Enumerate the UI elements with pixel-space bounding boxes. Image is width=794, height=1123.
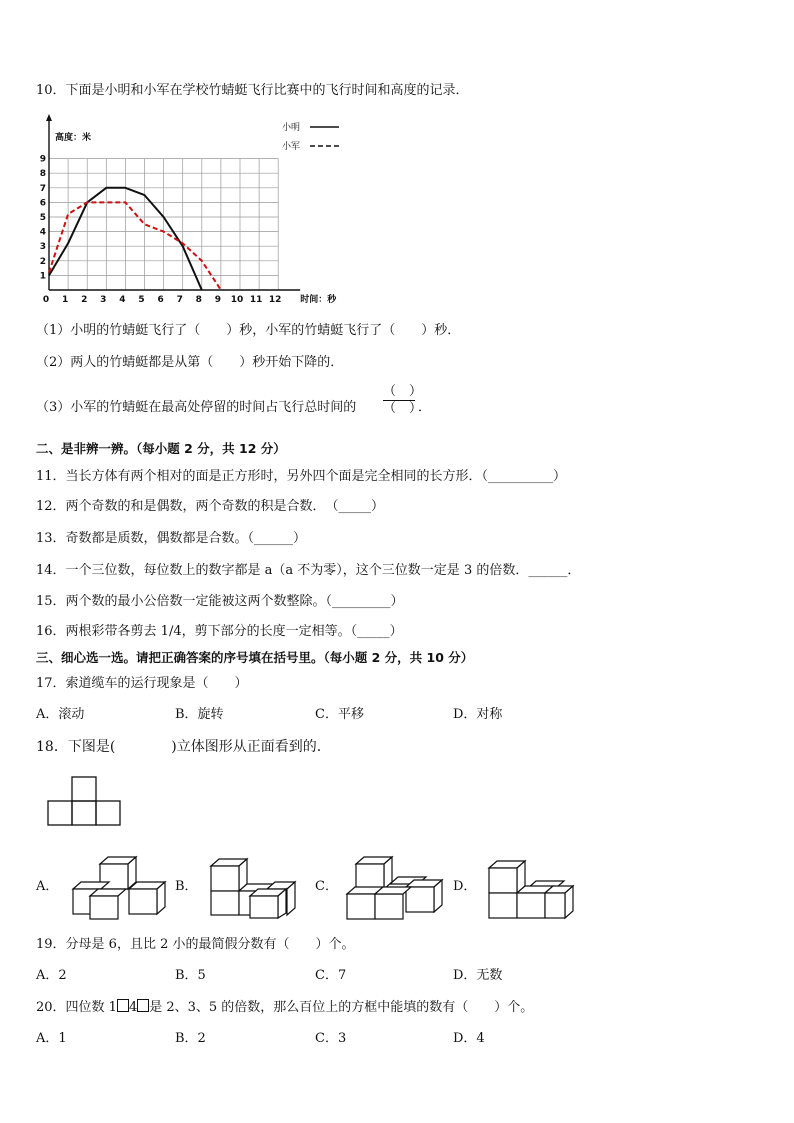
y-tick-label: 5: [39, 213, 46, 223]
q10-sub2: （2）两人的竹蜻蜓都是从第（ ）秒开始下降的．: [36, 355, 344, 370]
x-tick-label: 3: [100, 295, 107, 305]
fraction-denominator: （ ）: [383, 401, 423, 416]
q20-text: [36, 999, 533, 1017]
fraction-end: ．: [418, 400, 432, 415]
q18-option-a: A．: [36, 879, 59, 894]
x-tick-label: 5: [138, 295, 145, 305]
x-tick-label: 9: [214, 295, 222, 305]
x-tick-label: 6: [157, 295, 164, 305]
q20-text-digit: 4: [128, 1000, 138, 1015]
q18-option-b: B．: [175, 879, 198, 894]
q12: 12．两个奇数的和是偶数，两个奇数的积是合数． （_____）: [36, 499, 385, 514]
y-axis-arrow: [46, 114, 52, 121]
x-tick-label: 11: [249, 295, 263, 305]
section3-heading: 三、细心选一选。请把正确答案的序号填在括号里。（每小题 2 分，共 10 分）: [36, 650, 474, 665]
y-tick-label: 1: [39, 271, 46, 282]
y-tick-label: 6: [39, 198, 46, 209]
q20-option-c: C．3: [315, 1031, 347, 1046]
q20-text-end: 是 2、3、5 的倍数，那么百位上的方框中能填的数有（ ）个。: [149, 1000, 534, 1015]
y-tick-label: 4: [39, 227, 46, 238]
q20-option-b: B．2: [175, 1031, 206, 1046]
x-tick-label: 10: [230, 295, 244, 305]
x-tick-label: 7: [176, 295, 183, 305]
q20-option-d: D．4: [453, 1031, 485, 1046]
q19-option-b: B．5: [175, 968, 206, 983]
q17-option-a: A．滚动: [36, 707, 85, 722]
q18-option-a-cubes: [70, 854, 170, 920]
x-tick-label: 4: [119, 295, 126, 305]
fraction-numerator: （ ）: [383, 384, 423, 399]
q18-text: 18．下图是( )立体图形从正面看到的.: [36, 739, 322, 755]
q16: 16．两根彩带各剪去 1/4，剪下部分的长度一定相等。（_____）: [36, 624, 403, 639]
q15: 15．两个数的最小公倍数一定能被这两个数整除。（_________）: [36, 594, 404, 609]
q11: 11．当长方体有两个相对的面是正方形时，另外四个面是完全相同的长方形．（__________）: [36, 469, 567, 484]
fraction-blank: [383, 384, 423, 417]
q14: 14．一个三位数，每位数上的数字都是 a（a 不为零），这个三位数一定是 3 的倍数．______．: [36, 563, 581, 578]
q18-option-d: D．: [453, 879, 477, 894]
y-tick-label: 2: [39, 256, 46, 267]
q10-sub3: （3）小军的竹蜻蜓在最高处停留的时间占飞行总时间的: [36, 400, 357, 415]
q17-text: 17．索道缆车的运行现象是（ ）: [36, 676, 248, 691]
x-tick-label: 12: [268, 295, 282, 305]
y-tick-label: 7: [39, 183, 46, 194]
q13: 13．奇数都是质数，偶数都是合数。（______）: [36, 531, 307, 546]
q17-option-b: B．旋转: [175, 707, 224, 722]
x-axis-label: 时间：秒: [300, 295, 337, 305]
x-tick-label: 1: [61, 295, 69, 305]
section2-heading: 二、是非辨一辨。（每小题 2 分，共 12 分）: [36, 441, 286, 456]
legend-label: 小明: [282, 123, 301, 133]
y-axis-label: 高度：米: [55, 133, 92, 143]
q19-option-c: C．7: [315, 968, 347, 983]
q18-option-c: C．: [315, 879, 338, 894]
legend-label: 小军: [282, 142, 301, 152]
q10-text: 10．下面是小明和小军在学校竹蜻蜓飞行比赛中的飞行时间和高度的记录．: [36, 83, 469, 98]
y-tick-label: 9: [39, 154, 46, 165]
flight-chart: [30, 112, 350, 312]
q19-option-d: D．无数: [453, 968, 503, 983]
x-tick-label: 2: [81, 295, 88, 305]
q17-option-d: D．对称: [453, 707, 503, 722]
q10-sub1: （1）小明的竹蜻蜓飞行了（ ）秒，小军的竹蜻蜓飞行了（ ）秒．: [36, 323, 461, 338]
x-tick-label: 0: [42, 295, 50, 305]
y-tick-label: 8: [39, 169, 46, 180]
q18-option-b-cubes: [208, 856, 300, 922]
q18-option-d-cubes: [486, 858, 578, 922]
front-view-figure: [44, 774, 126, 830]
q19-option-a: A．2: [36, 968, 67, 983]
x-tick-label: 8: [195, 295, 202, 305]
y-tick-label: 3: [39, 242, 46, 253]
digit-box: [117, 999, 129, 1012]
q20-text-start: 20．四位数 1: [36, 1000, 117, 1015]
digit-box: [137, 999, 149, 1012]
q20-option-a: A．1: [36, 1031, 67, 1046]
q19-text: 19．分母是 6，且比 2 小的最简假分数有（ ）个。: [36, 937, 355, 952]
q18-option-c-cubes: [344, 854, 444, 922]
q17-option-c: C．平移: [315, 707, 364, 722]
